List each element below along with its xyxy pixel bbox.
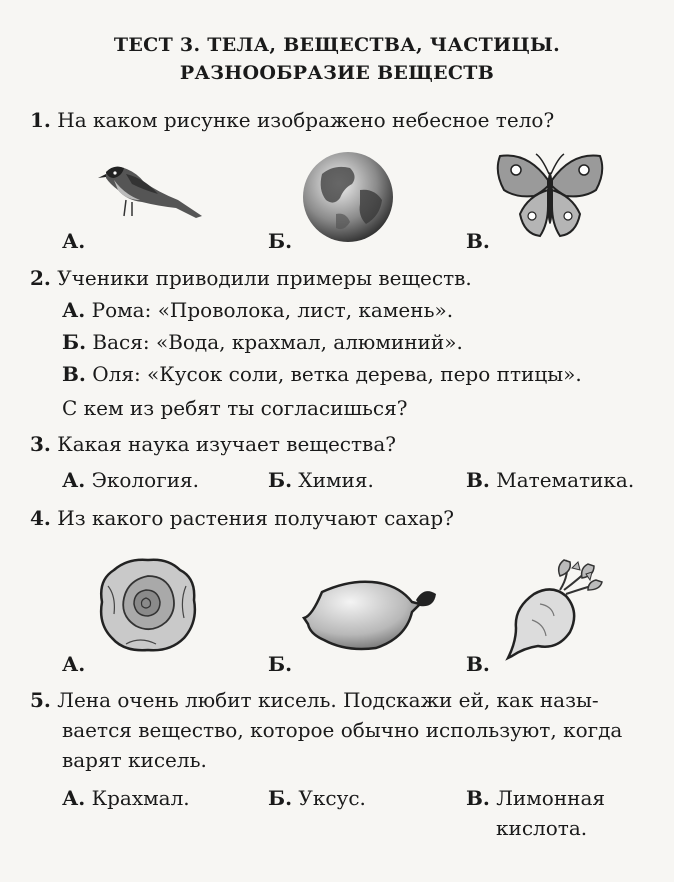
question-number: 1.: [30, 108, 51, 132]
option-label: В.: [466, 786, 490, 810]
bird-icon: [92, 158, 204, 228]
lemon-icon: [298, 578, 440, 652]
option-text-continued: кислота.: [496, 816, 588, 840]
question-text: Лена очень любит кисель. Подскажи ей, как назы-: [57, 688, 599, 712]
option-text: Уксус.: [298, 786, 366, 810]
answer-option: [466, 468, 634, 492]
option-label: Б.: [268, 229, 293, 253]
globe-icon: [300, 150, 396, 244]
answer-option: [62, 330, 463, 354]
beet-icon: [494, 554, 604, 664]
option-text: Крахмал.: [91, 786, 190, 810]
question-1: [30, 108, 554, 132]
butterfly-icon: [494, 150, 606, 244]
option-label: Б.: [62, 330, 87, 354]
answer-option: [62, 786, 190, 810]
option-label: Б.: [268, 652, 293, 676]
question-number: 4.: [30, 506, 51, 530]
option-text: Математика.: [496, 468, 635, 492]
option-text: Химия.: [298, 468, 374, 492]
question-text: Какая наука изучает вещества?: [57, 432, 396, 456]
question-text: Ученики приводили примеры веществ.: [57, 266, 472, 290]
question-number: 5.: [30, 688, 51, 712]
option-label: А.: [62, 298, 86, 322]
option-text: Лимонная: [496, 786, 606, 810]
option-label: В.: [466, 652, 490, 676]
question-number: 2.: [30, 266, 51, 290]
cabbage-icon: [96, 556, 200, 654]
option-label: В.: [62, 362, 86, 386]
question-3: [30, 432, 396, 456]
option-text: Рома: «Проволока, лист, камень».: [91, 298, 454, 322]
answer-option: [268, 468, 374, 492]
question-text: варят кисель.: [62, 748, 207, 772]
answer-option: [62, 298, 453, 322]
answer-option: [268, 786, 366, 810]
question-5: [30, 688, 599, 712]
option-label: Б.: [268, 468, 293, 492]
option-label: А.: [62, 468, 86, 492]
option-text: Оля: «Кусок соли, ветка дерева, перо птицы».: [92, 362, 582, 386]
answer-option: [62, 362, 582, 386]
option-label: А.: [62, 652, 86, 676]
page-subtitle: РАЗНООБРАЗИЕ ВЕЩЕСТВ: [179, 62, 495, 84]
option-text: Экология.: [91, 468, 199, 492]
option-label: А.: [62, 229, 86, 253]
answer-option: [466, 786, 605, 810]
option-label: В.: [466, 229, 490, 253]
question-4: [30, 506, 454, 530]
question-text: Из какого растения получают сахар?: [57, 506, 454, 530]
option-label: В.: [466, 468, 490, 492]
question-2: [30, 266, 472, 290]
question-number: 3.: [30, 432, 51, 456]
answer-option: [62, 468, 199, 492]
question-text: вается вещество, которое обычно используют, когда: [62, 718, 623, 742]
question-prompt: С кем из ребят ты согласишься?: [62, 396, 408, 420]
option-label: Б.: [268, 786, 293, 810]
page-title: ТЕСТ 3. ТЕЛА, ВЕЩЕСТВА, ЧАСТИЦЫ.: [113, 34, 561, 56]
option-label: А.: [62, 786, 86, 810]
question-text: На каком рисунке изображено небесное тело?: [57, 108, 555, 132]
option-text: Вася: «Вода, крахмал, алюминий».: [92, 330, 463, 354]
